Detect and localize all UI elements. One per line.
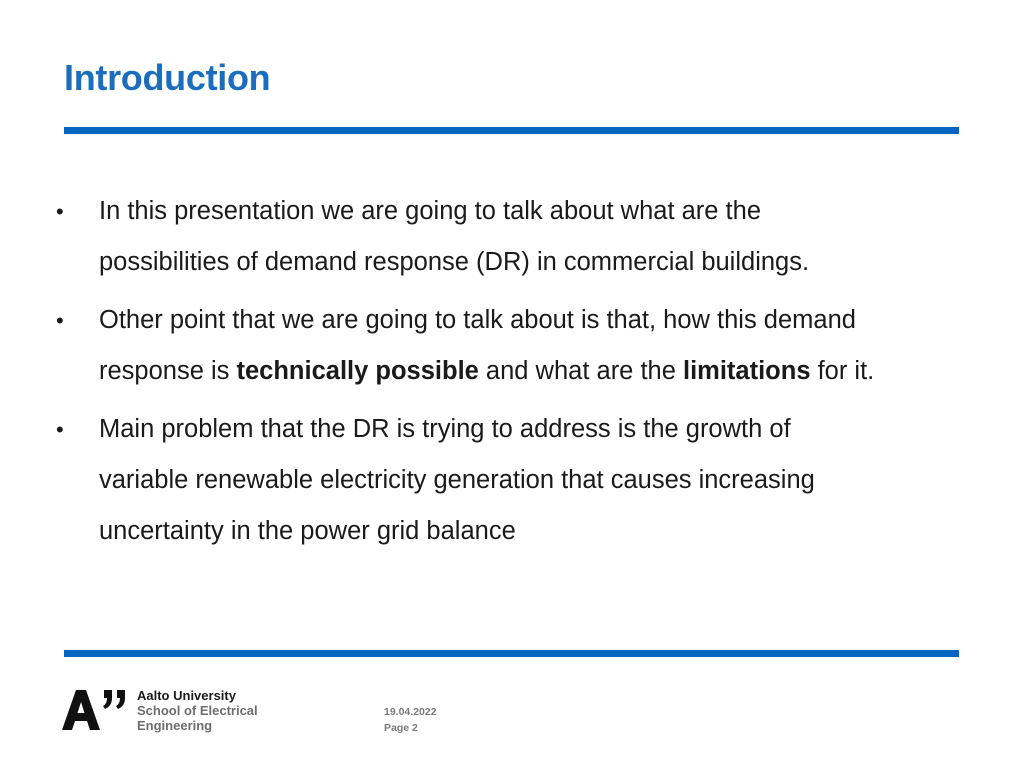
bullet-list [56,186,976,564]
university-name-block [137,688,258,733]
bullet-2-line-1: Other point that we are going to talk about is that, how this demand [99,306,856,334]
bullet-3-line-2: variable renewable electricity generation that causes increasing [99,466,815,494]
bullet-marker: • [56,199,64,224]
bullet-3-line-3: uncertainty in the power grid balance [99,517,516,545]
bullet-item-2 [56,295,976,397]
footer-divider [64,650,959,657]
slide-title: Introduction [64,57,271,98]
school-name-line-2: Engineering [137,718,213,733]
bullet-2-line-2 [99,346,976,397]
bullet-1-line-1: In this presentation we are going to talk about what are the [99,197,762,225]
bullet-1-line-2: possibilities of demand response (DR) in commercial buildings. [99,248,810,276]
title-divider [64,127,959,134]
university-name: Aalto University [137,688,236,703]
bullet-item-1 [56,186,976,288]
bullet-marker: • [56,417,64,442]
slide-date: 19.04.2022 [384,706,437,718]
bullet-2-bold-limitations: limitations [682,357,811,385]
school-name-line-1: School of Electrical [137,703,258,718]
aalto-logo-icon [62,688,132,732]
bullet-marker: • [56,308,64,333]
bullet-2-text-c: for it. [810,357,875,385]
footer-meta [384,704,437,736]
bullet-item-3 [56,404,976,557]
bullet-2-bold-technically-possible: technically possible [236,357,479,385]
page-number: Page 2 [384,722,418,734]
bullet-2-text-b: and what are the [478,357,683,385]
bullet-3-line-1: Main problem that the DR is trying to address is the growth of [99,415,791,443]
bullet-2-text-a: response is [99,357,237,385]
